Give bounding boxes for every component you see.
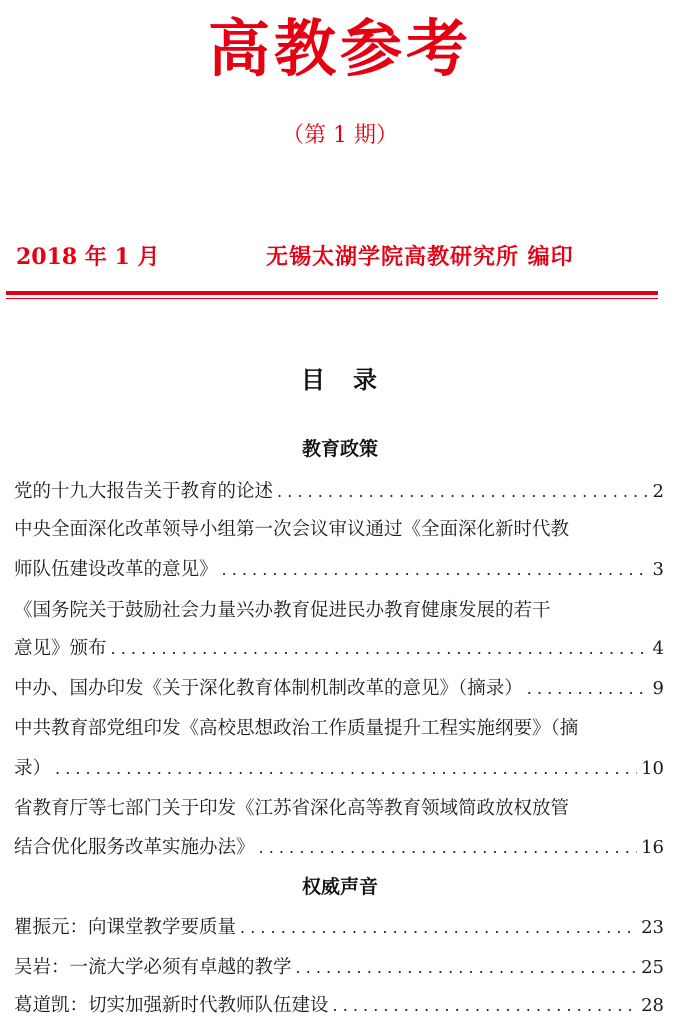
toc-entry[interactable] [14, 992, 664, 1020]
toc-entry-page: 4 [652, 638, 664, 659]
toc-entry-page: 2 [652, 481, 664, 502]
toc-entry-page: 9 [652, 678, 664, 699]
toc-entry-title: 吴岩：一流大学必须有卓越的教学 [14, 957, 292, 978]
publisher: 无锡太湖学院高教研究所 编印 [266, 244, 574, 270]
toc-entry[interactable] [14, 478, 664, 506]
toc-entry-continuation[interactable] [14, 556, 664, 584]
header-rule-thick [6, 291, 658, 295]
leader-dots [259, 834, 638, 862]
leader-dots [277, 478, 649, 506]
toc-entry-title: 党的十九大报告关于教育的论述 [14, 481, 274, 502]
toc-entry-page: 25 [641, 957, 664, 978]
masthead [0, 8, 680, 90]
toc-entry-continuation[interactable] [14, 755, 664, 783]
toc-entry-title: 意见》颁布 [14, 638, 107, 659]
toc-heading: 目 录 [301, 365, 379, 394]
journal-title: 高教参考 [207, 12, 472, 85]
toc-entry-page: 23 [641, 917, 664, 938]
toc-entry[interactable] [14, 516, 664, 544]
toc-entry-page: 3 [652, 559, 664, 580]
leader-dots [240, 914, 637, 942]
toc-entry-title: 中共教育部党组印发《高校思想政治工作质量提升工程实施纲要》（摘 [14, 718, 579, 739]
toc-entry[interactable] [14, 597, 664, 625]
toc-entry[interactable] [14, 954, 664, 982]
toc-entry-continuation[interactable] [14, 635, 664, 663]
toc-entry[interactable] [14, 675, 664, 703]
toc-entry-title: 录） [14, 758, 52, 779]
leader-dots [333, 992, 638, 1020]
toc-entry-title: 结合优化服务改革实施办法》 [14, 837, 255, 858]
toc-entry-title: 中央全面深化改革领导小组第一次会议审议通过《全面深化新时代教 [14, 519, 570, 540]
leader-dots [527, 675, 649, 703]
toc-entry[interactable] [14, 715, 664, 743]
toc-entry-page: 10 [641, 758, 664, 779]
toc-entry-title: 瞿振元：向课堂教学要质量 [14, 917, 237, 938]
toc-entry-title: 葛道凯：切实加强新时代教师队伍建设 [14, 995, 329, 1016]
toc-entry-page: 28 [641, 995, 664, 1016]
toc-entry-title: 师队伍建设改革的意见》 [14, 559, 218, 580]
toc-entry-continuation[interactable] [14, 834, 664, 862]
section-title-policy: 教育政策 [301, 438, 378, 460]
leader-dots [111, 635, 649, 663]
toc-entry-title: 省教育厅等七部门关于印发《江苏省深化高等教育领域简政放权放管 [14, 798, 570, 819]
section-title-voices: 权威声音 [301, 876, 378, 898]
toc-entry-title: 《国务院关于鼓励社会力量兴办教育促进民办教育健康发展的若干 [14, 600, 551, 621]
leader-dots [222, 556, 649, 584]
publication-date: 2018 年 1 月 [16, 244, 160, 270]
issue-number: （第 1 期） [282, 123, 398, 148]
leader-dots [296, 954, 638, 982]
toc-entry-page: 16 [641, 837, 664, 858]
toc-entry[interactable] [14, 914, 664, 942]
header-rule-thin [6, 298, 658, 299]
leader-dots [55, 755, 637, 783]
toc-entry-title: 中办、国办印发《关于深化教育体制机制改革的意见》（摘录） [14, 678, 523, 699]
toc-entry[interactable] [14, 795, 664, 823]
